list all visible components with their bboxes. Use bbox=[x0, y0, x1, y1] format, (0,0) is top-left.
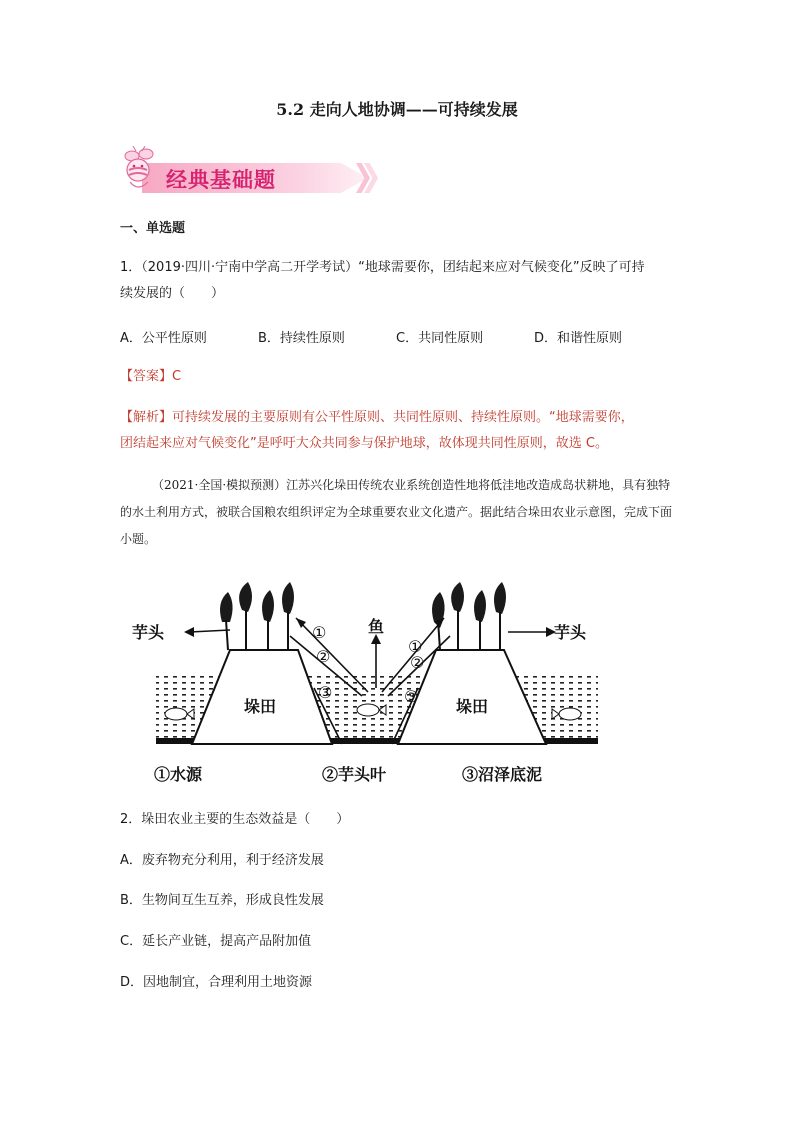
q1-option-d: D．和谐性原则 bbox=[534, 331, 623, 346]
q1-option-c: C．共同性原则 bbox=[396, 331, 484, 346]
answer-value: C bbox=[172, 369, 182, 384]
q1-analysis-line2: 团结起来应对气候变化”是呼吁大众共同参与保护地球，故体现共同性原则，故选 C。 bbox=[120, 436, 608, 451]
legend-marsh-mud: ③沼泽底泥 bbox=[462, 765, 543, 784]
num-2-right: ② bbox=[410, 653, 425, 672]
num-1-left: ① bbox=[312, 623, 327, 642]
q1-analysis-line1 bbox=[120, 408, 634, 428]
num-1-right: ① bbox=[408, 637, 423, 656]
q1-option-a: A．公平性原则 bbox=[120, 331, 207, 346]
num-3-right: ③ bbox=[404, 687, 419, 706]
section-heading: 一、单选题 bbox=[120, 221, 186, 236]
q1-answer bbox=[120, 367, 181, 387]
label-taro-left: 芋头 bbox=[132, 623, 165, 642]
num-3-left: ③ bbox=[318, 683, 333, 702]
analysis-label: 【解析】 bbox=[120, 410, 173, 425]
label-field-left: 垛田 bbox=[244, 697, 277, 716]
page-title: 5.2 走向人地协调——可持续发展 bbox=[276, 100, 518, 119]
analysis-text-1: 可持续发展的主要原则有公平性原则、共同性原则、持续性原则。“地球需要你， bbox=[172, 410, 634, 425]
duotian-diagram bbox=[118, 572, 598, 790]
left-taro-plants bbox=[220, 582, 294, 650]
bee-icon bbox=[118, 146, 162, 196]
legend-water: ①水源 bbox=[154, 765, 203, 784]
num-2-left: ② bbox=[316, 647, 331, 666]
label-fish: 鱼 bbox=[368, 617, 385, 636]
label-taro-right: 芋头 bbox=[554, 623, 587, 642]
banner-label: 经典基础题 bbox=[166, 168, 276, 192]
answer-label: 【答案】 bbox=[120, 369, 173, 384]
legend-taro-leaf: ②芋头叶 bbox=[322, 765, 387, 784]
q2-option-b: B．生物间互生互养，形成良性发展 bbox=[120, 893, 324, 908]
label-field-right: 垛田 bbox=[456, 697, 489, 716]
q2-option-d: D．因地制宜，合理利用土地资源 bbox=[120, 975, 313, 990]
section-banner bbox=[118, 146, 378, 198]
q2-option-a: A．废弃物充分利用，利于经济发展 bbox=[120, 853, 324, 868]
q2-stem: 2．垛田农业主要的生态效益是（ ） bbox=[120, 812, 350, 827]
right-taro-plants bbox=[432, 582, 506, 650]
q1-stem-line1: 1．（2019·四川·宁南中学高二开学考试）“地球需要你，团结起来应对气候变化”反映了可持 bbox=[120, 260, 645, 275]
q1-option-b: B．持续性原则 bbox=[258, 331, 345, 346]
material-paragraph: （2021·全国·模拟预测）江苏兴化垛田传统农业系统创造性地将低洼地改造成岛状耕地，具有独特的水土利用方式，被联合国粮农组织评定为全球重要农业文化遗产。据此结合垛田农业示意图，完成下面小题。 bbox=[120, 478, 673, 546]
q1-stem-line2: 续发展的（ ） bbox=[120, 286, 225, 301]
q2-option-c: C．延长产业链，提高产品附加值 bbox=[120, 934, 312, 949]
